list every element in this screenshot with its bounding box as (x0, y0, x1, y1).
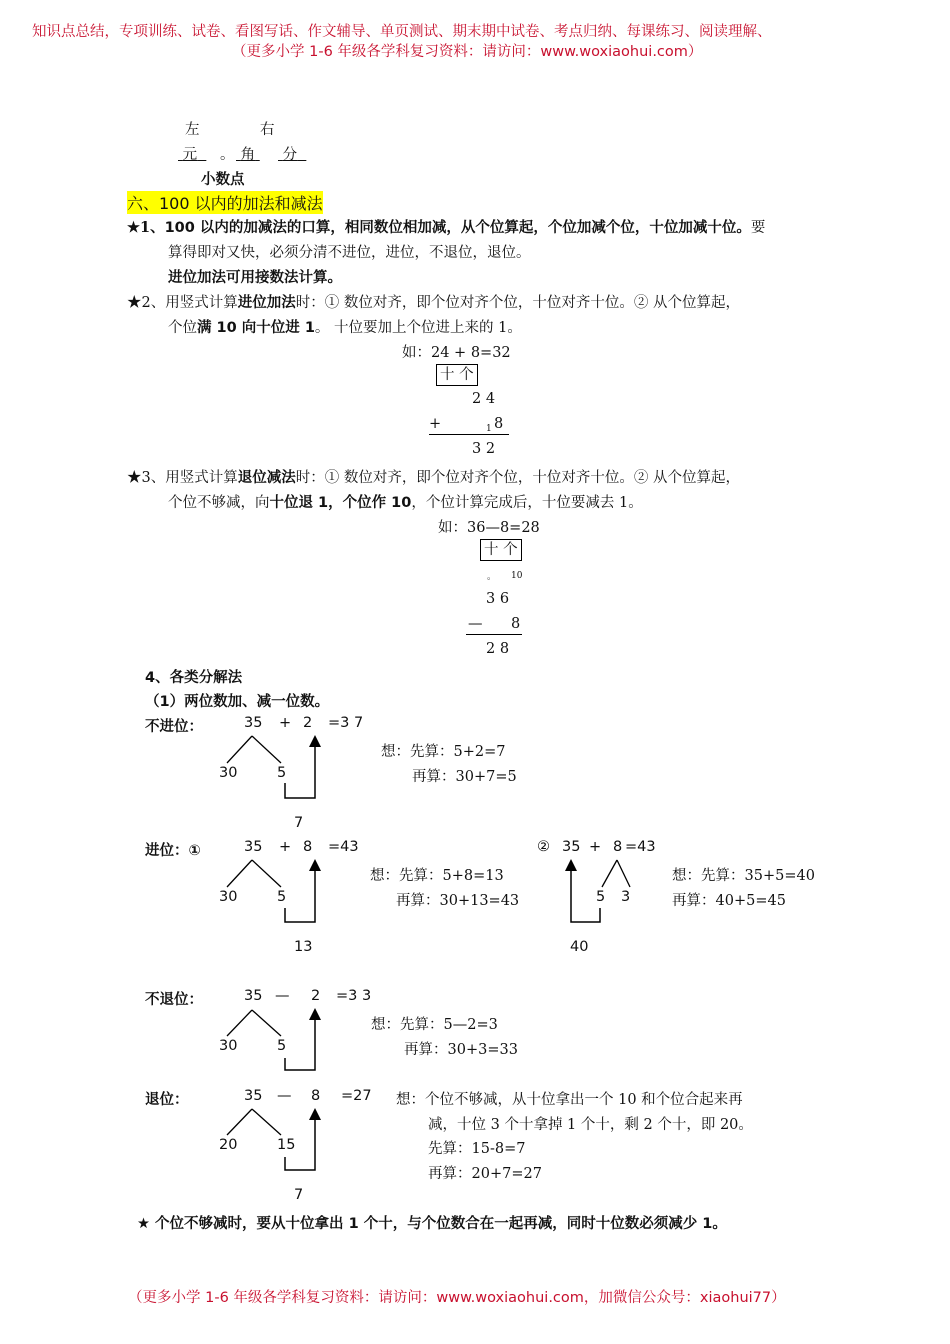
example-1-top: 2 4 (472, 391, 496, 407)
tui-think-2: 减，十位 3 个十拿掉 1 个十，剩 2 个十，即 20。 (428, 1117, 753, 1133)
para-1-line-2: 算得即对又快，必须分清不进位，进位，不退位，退位。 (168, 245, 531, 261)
example-2-result: 2 8 (486, 641, 510, 657)
tui-left: 20 (219, 1137, 238, 1153)
butui-eq: =3 3 (336, 988, 372, 1004)
example-2-header: 十 个 (480, 539, 522, 561)
jin1-op: + (279, 839, 292, 855)
example-1-result: 3 2 (472, 441, 496, 457)
tui-expr-a: 35 (244, 1088, 263, 1104)
buj-expr-b: 2 (303, 715, 313, 731)
buj-op: + (279, 715, 292, 731)
header-line-2: （更多小学 1-6 年级各学科复习资料：请访问：www.woxiaohui.com） (232, 44, 703, 60)
butui-branches (227, 1010, 315, 1070)
butui-think-1: 想：先算：5—2=3 (371, 1017, 498, 1033)
tui-right: 15 (277, 1137, 296, 1153)
tui-think-4: 再算：20+7=27 (428, 1166, 542, 1182)
example-1-carry: 1 (486, 424, 492, 434)
buj-think-2: 再算：30+7=5 (412, 769, 517, 785)
buj-think-1: 想：先算：5+2=7 (381, 744, 506, 760)
jin1-sum: 13 (294, 939, 313, 955)
para-2-line-1: ★2、用竖式计算进位加法时：① 数位对齐，即个位对齐个位，十位对齐十位。② 从个位算起， (127, 295, 740, 311)
example-2-dot: 。 (487, 572, 497, 582)
para-1-line-3: 进位加法可用接数法计算。 (168, 270, 342, 286)
left-label: 左 (185, 122, 200, 138)
tui-sum: 7 (294, 1187, 304, 1203)
section-title: 六、100 以内的加法和减法 (127, 191, 323, 214)
butui-think-2: 再算：30+3=33 (404, 1042, 518, 1058)
yuan-label: 元 (182, 147, 198, 163)
jin1-label: 进位：① (145, 843, 201, 859)
tui-branches (227, 1109, 315, 1170)
tui-think-3: 先算：15-8=7 (428, 1141, 526, 1157)
jin1-branches (227, 860, 315, 922)
example-2-top: 3 6 (486, 591, 510, 607)
example-1-plus: + (429, 416, 442, 432)
tui-eq: =27 (341, 1088, 372, 1104)
tui-op: — (277, 1088, 292, 1104)
example-1-header: 十 个 (436, 364, 478, 386)
buj-expr-a: 35 (244, 715, 263, 731)
jin2-expr-b: 8 (613, 839, 623, 855)
butui-right: 5 (277, 1038, 287, 1054)
right-label: 右 (260, 122, 275, 138)
jin2-right: 3 (621, 889, 631, 905)
fen-label: 分 (282, 147, 298, 163)
para-4-title: 4、各类分解法 (145, 670, 243, 686)
buj-left: 30 (219, 765, 238, 781)
example-2-bottom: 8 (511, 616, 521, 632)
jin2-think-1: 想：先算：35+5=40 (672, 868, 815, 884)
tui-think-1: 想：个位不够减，从十位拿出一个 10 和个位合起来再 (396, 1092, 743, 1108)
jin1-expr-b: 8 (303, 839, 313, 855)
jin1-expr-a: 35 (244, 839, 263, 855)
decimal-dot: 。 (220, 147, 235, 163)
butui-left: 30 (219, 1038, 238, 1054)
para-3-line-2: 个位不够减，向十位退 1，个位作 10，个位计算完成后，十位要减去 1。 (168, 495, 643, 511)
para-4-subtitle: （1）两位数加、减一位数。 (145, 694, 330, 710)
header-line-1: 知识点总结，专项训练、试卷、看图写话、作文辅导、单页测试、期末期中试卷、考点归纳、每课练习、阅读理解、 (32, 24, 772, 40)
footer-text: （更多小学 1-6 年级各学科复习资料：请访问：www.woxiaohui.com，加微信公众号：xiaohui77） (128, 1290, 786, 1306)
butui-expr-a: 35 (244, 988, 263, 1004)
example-1-label: 如：24 + 8=32 (402, 345, 511, 361)
buj-sum: 7 (294, 815, 304, 831)
para-3-line-1: ★3、用竖式计算退位减法时：① 数位对齐，即个位对齐个位，十位对齐十位。② 从个位算起， (127, 470, 740, 486)
example-2-minus: — (468, 616, 483, 632)
jin1-left: 30 (219, 889, 238, 905)
borrow-note: ★ 个位不够减时，要从十位拿出 1 个十，与个位数合在一起再减，同时十位数必须减少 1。 (137, 1216, 727, 1232)
jin2-expr-a: 35 (562, 839, 581, 855)
jin2-label: ② (537, 839, 550, 855)
jin2-eq: =43 (625, 839, 656, 855)
buj-eq: =3 7 (328, 715, 364, 731)
buj-branches (227, 736, 315, 798)
butui-label: 不退位： (145, 992, 203, 1008)
jin2-sum: 40 (570, 939, 589, 955)
jin1-think-1: 想：先算：5+8=13 (370, 868, 504, 884)
buj-right: 5 (277, 765, 287, 781)
tui-expr-b: 8 (311, 1088, 321, 1104)
jin1-right: 5 (277, 889, 287, 905)
jin1-eq: =43 (328, 839, 359, 855)
para-1-line-1: ★1、100 以内的加减法的口算，相同数位相加减，从个位算起，个位加减个位，十位加减十位。要 (127, 219, 766, 236)
example-2-label: 如：36—8=28 (438, 520, 540, 536)
para-2-line-2: 个位满 10 向十位进 1。 十位要加上个位进上来的 1。 (168, 320, 522, 336)
butui-expr-b: 2 (311, 988, 321, 1004)
jin2-left: 5 (596, 889, 606, 905)
jin2-think-2: 再算：40+5=45 (672, 893, 786, 909)
example-1-bottom: 8 (494, 416, 504, 432)
jiao-label: 角 (240, 147, 256, 163)
example-2-ten: 10 (511, 571, 523, 581)
buj-label: 不进位： (145, 719, 203, 735)
decimal-point-label: 小数点 (201, 172, 245, 188)
jin1-think-2: 再算：30+13=43 (396, 893, 520, 909)
jin2-op: + (589, 839, 602, 855)
tui-label: 退位： (145, 1092, 189, 1108)
butui-op: — (275, 988, 290, 1004)
